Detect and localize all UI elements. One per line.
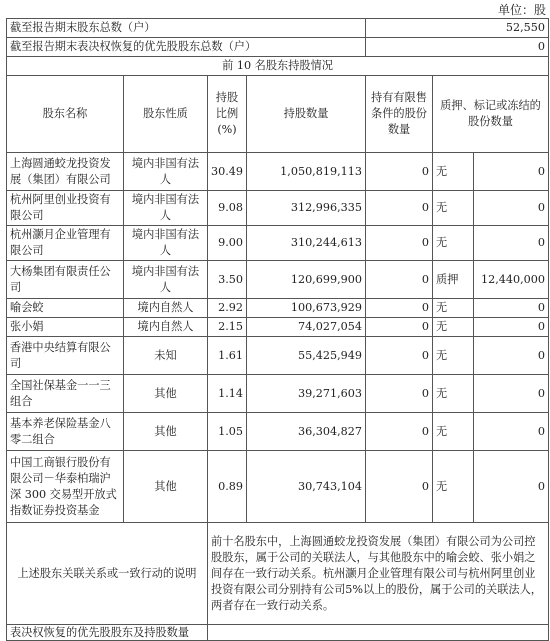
pledge-quantity: 0	[474, 153, 549, 191]
restricted-shares: 0	[366, 299, 433, 318]
shareholder-name: 香港中央结算有限公司	[7, 337, 124, 375]
holding-quantity: 36,304,827	[247, 413, 366, 451]
restricted-shares: 0	[366, 153, 433, 191]
shareholder-type: 其他	[124, 451, 208, 523]
pledge-status: 无	[433, 191, 474, 226]
holding-quantity: 55,425,949	[247, 337, 366, 375]
shareholder-type: 其他	[124, 413, 208, 451]
table-row	[7, 299, 549, 318]
pledge-quantity: 0	[474, 413, 549, 451]
shareholder-name: 基本养老保险基金八零二组合	[7, 413, 124, 451]
restricted-shares: 0	[366, 226, 433, 261]
shareholder-name: 杭州灏月企业管理有限公司	[7, 226, 124, 261]
pledge-quantity: 0	[474, 191, 549, 226]
shareholder-name: 大杨集团有限责任公司	[7, 261, 124, 299]
pledge-status: 无	[433, 413, 474, 451]
unit-label: 单位：股	[497, 3, 546, 17]
cutoff-label: 表决权恢复的优先股股东及持股数量	[7, 625, 208, 641]
summary-value: 52,550	[366, 19, 549, 38]
pledge-status: 无	[433, 337, 474, 375]
header-type: 股东性质	[124, 76, 208, 153]
shareholder-type: 境内非国有法人	[124, 153, 208, 191]
table-row	[7, 375, 549, 413]
holding-quantity: 74,027,054	[247, 318, 366, 337]
holding-quantity: 1,050,819,113	[247, 153, 366, 191]
holding-ratio: 1.05	[208, 413, 247, 451]
shareholder-type: 境内自然人	[124, 299, 208, 318]
pledge-status: 无	[433, 375, 474, 413]
pledge-quantity: 0	[474, 299, 549, 318]
table-row	[7, 261, 549, 299]
shareholder-name: 杭州阿里创业投资有限公司	[7, 191, 124, 226]
holding-ratio: 2.15	[208, 318, 247, 337]
header-quantity: 持股数量	[247, 76, 366, 153]
relationship-label: 上述股东关联关系或一致行动的说明	[7, 523, 208, 625]
pledge-quantity: 0	[474, 226, 549, 261]
pledge-status: 无	[433, 318, 474, 337]
relationship-text: 前十名股东中，上海圆通蛟龙投资发展（集团）有限公司为公司控股股东，属于公司的关联法人，与其他股东中的喻会蛟、张小娟之间存在一致行动关系。杭州灏月企业管理有限公司与杭州阿里创业投资有限公司分别持有公司5%以上的股份，属于公司的关联法人，两者存在一致行动关系。	[208, 523, 549, 625]
table-row	[7, 153, 549, 191]
summary-label: 截至报告期末股东总数（户）	[7, 19, 366, 38]
restricted-shares: 0	[366, 337, 433, 375]
header-pledge-status: 质押、标记或冻结的股份数量	[433, 76, 549, 153]
shareholder-type: 境内非国有法人	[124, 261, 208, 299]
table-row	[7, 451, 549, 523]
holding-ratio: 2.92	[208, 299, 247, 318]
table-row	[7, 413, 549, 451]
pledge-status: 无	[433, 451, 474, 523]
pledge-quantity: 0	[474, 337, 549, 375]
header-row	[7, 76, 549, 152]
header-name: 股东名称	[7, 76, 124, 153]
restricted-shares: 0	[366, 261, 433, 299]
summary-row-shareholders	[7, 19, 549, 38]
holding-ratio: 1.61	[208, 337, 247, 375]
section-title-row	[7, 57, 549, 76]
holding-quantity: 310,244,613	[247, 226, 366, 261]
cutoff-row	[7, 625, 549, 641]
shareholder-type: 其他	[124, 375, 208, 413]
pledge-status: 质押	[433, 261, 474, 299]
holding-ratio: 9.00	[208, 226, 247, 261]
restricted-shares: 0	[366, 191, 433, 226]
holding-ratio: 0.89	[208, 451, 247, 523]
table-row	[7, 318, 549, 337]
shareholder-name: 全国社保基金一一三组合	[7, 375, 124, 413]
shareholder-name: 喻会蛟	[7, 299, 124, 318]
shareholder-name: 上海圆通蛟龙投资发展（集团）有限公司	[7, 153, 124, 191]
summary-row-preferred	[7, 38, 549, 57]
holding-ratio: 3.50	[208, 261, 247, 299]
pledge-quantity: 0	[474, 318, 549, 337]
holding-ratio: 30.49	[208, 153, 247, 191]
pledge-quantity: 12,440,000	[474, 261, 549, 299]
header-restricted: 持有有限售条件的股份数量	[366, 76, 433, 153]
section-title: 前 10 名股东持股情况	[7, 57, 549, 76]
shareholder-name: 中国工商银行股份有限公司－华泰柏瑞沪深 300 交易型开放式指数证券投资基金	[7, 451, 124, 523]
relationship-row	[7, 523, 549, 625]
table-row	[7, 337, 549, 375]
shareholder-type: 境内自然人	[124, 318, 208, 337]
shareholder-type: 境内非国有法人	[124, 191, 208, 226]
restricted-shares: 0	[366, 451, 433, 523]
holding-ratio: 1.14	[208, 375, 247, 413]
shareholder-table	[6, 18, 549, 641]
holding-ratio: 9.08	[208, 191, 247, 226]
pledge-status: 无	[433, 153, 474, 191]
table-row	[7, 191, 549, 226]
table-row	[7, 226, 549, 261]
restricted-shares: 0	[366, 413, 433, 451]
summary-label: 截至报告期末表决权恢复的优先股股东总数（户）	[7, 38, 366, 57]
shareholder-type: 未知	[124, 337, 208, 375]
holding-quantity: 30,743,104	[247, 451, 366, 523]
holding-quantity: 100,673,929	[247, 299, 366, 318]
summary-value: 0	[366, 38, 549, 57]
holding-quantity: 120,699,900	[247, 261, 366, 299]
pledge-quantity: 0	[474, 375, 549, 413]
shareholder-name: 张小娟	[7, 318, 124, 337]
holding-quantity: 39,271,603	[247, 375, 366, 413]
restricted-shares: 0	[366, 318, 433, 337]
pledge-quantity: 0	[474, 451, 549, 523]
holding-quantity: 312,996,335	[247, 191, 366, 226]
pledge-status: 无	[433, 299, 474, 318]
pledge-status: 无	[433, 226, 474, 261]
header-ratio: 持股比例(%)	[208, 76, 247, 153]
restricted-shares: 0	[366, 375, 433, 413]
shareholder-type: 境内非国有法人	[124, 226, 208, 261]
